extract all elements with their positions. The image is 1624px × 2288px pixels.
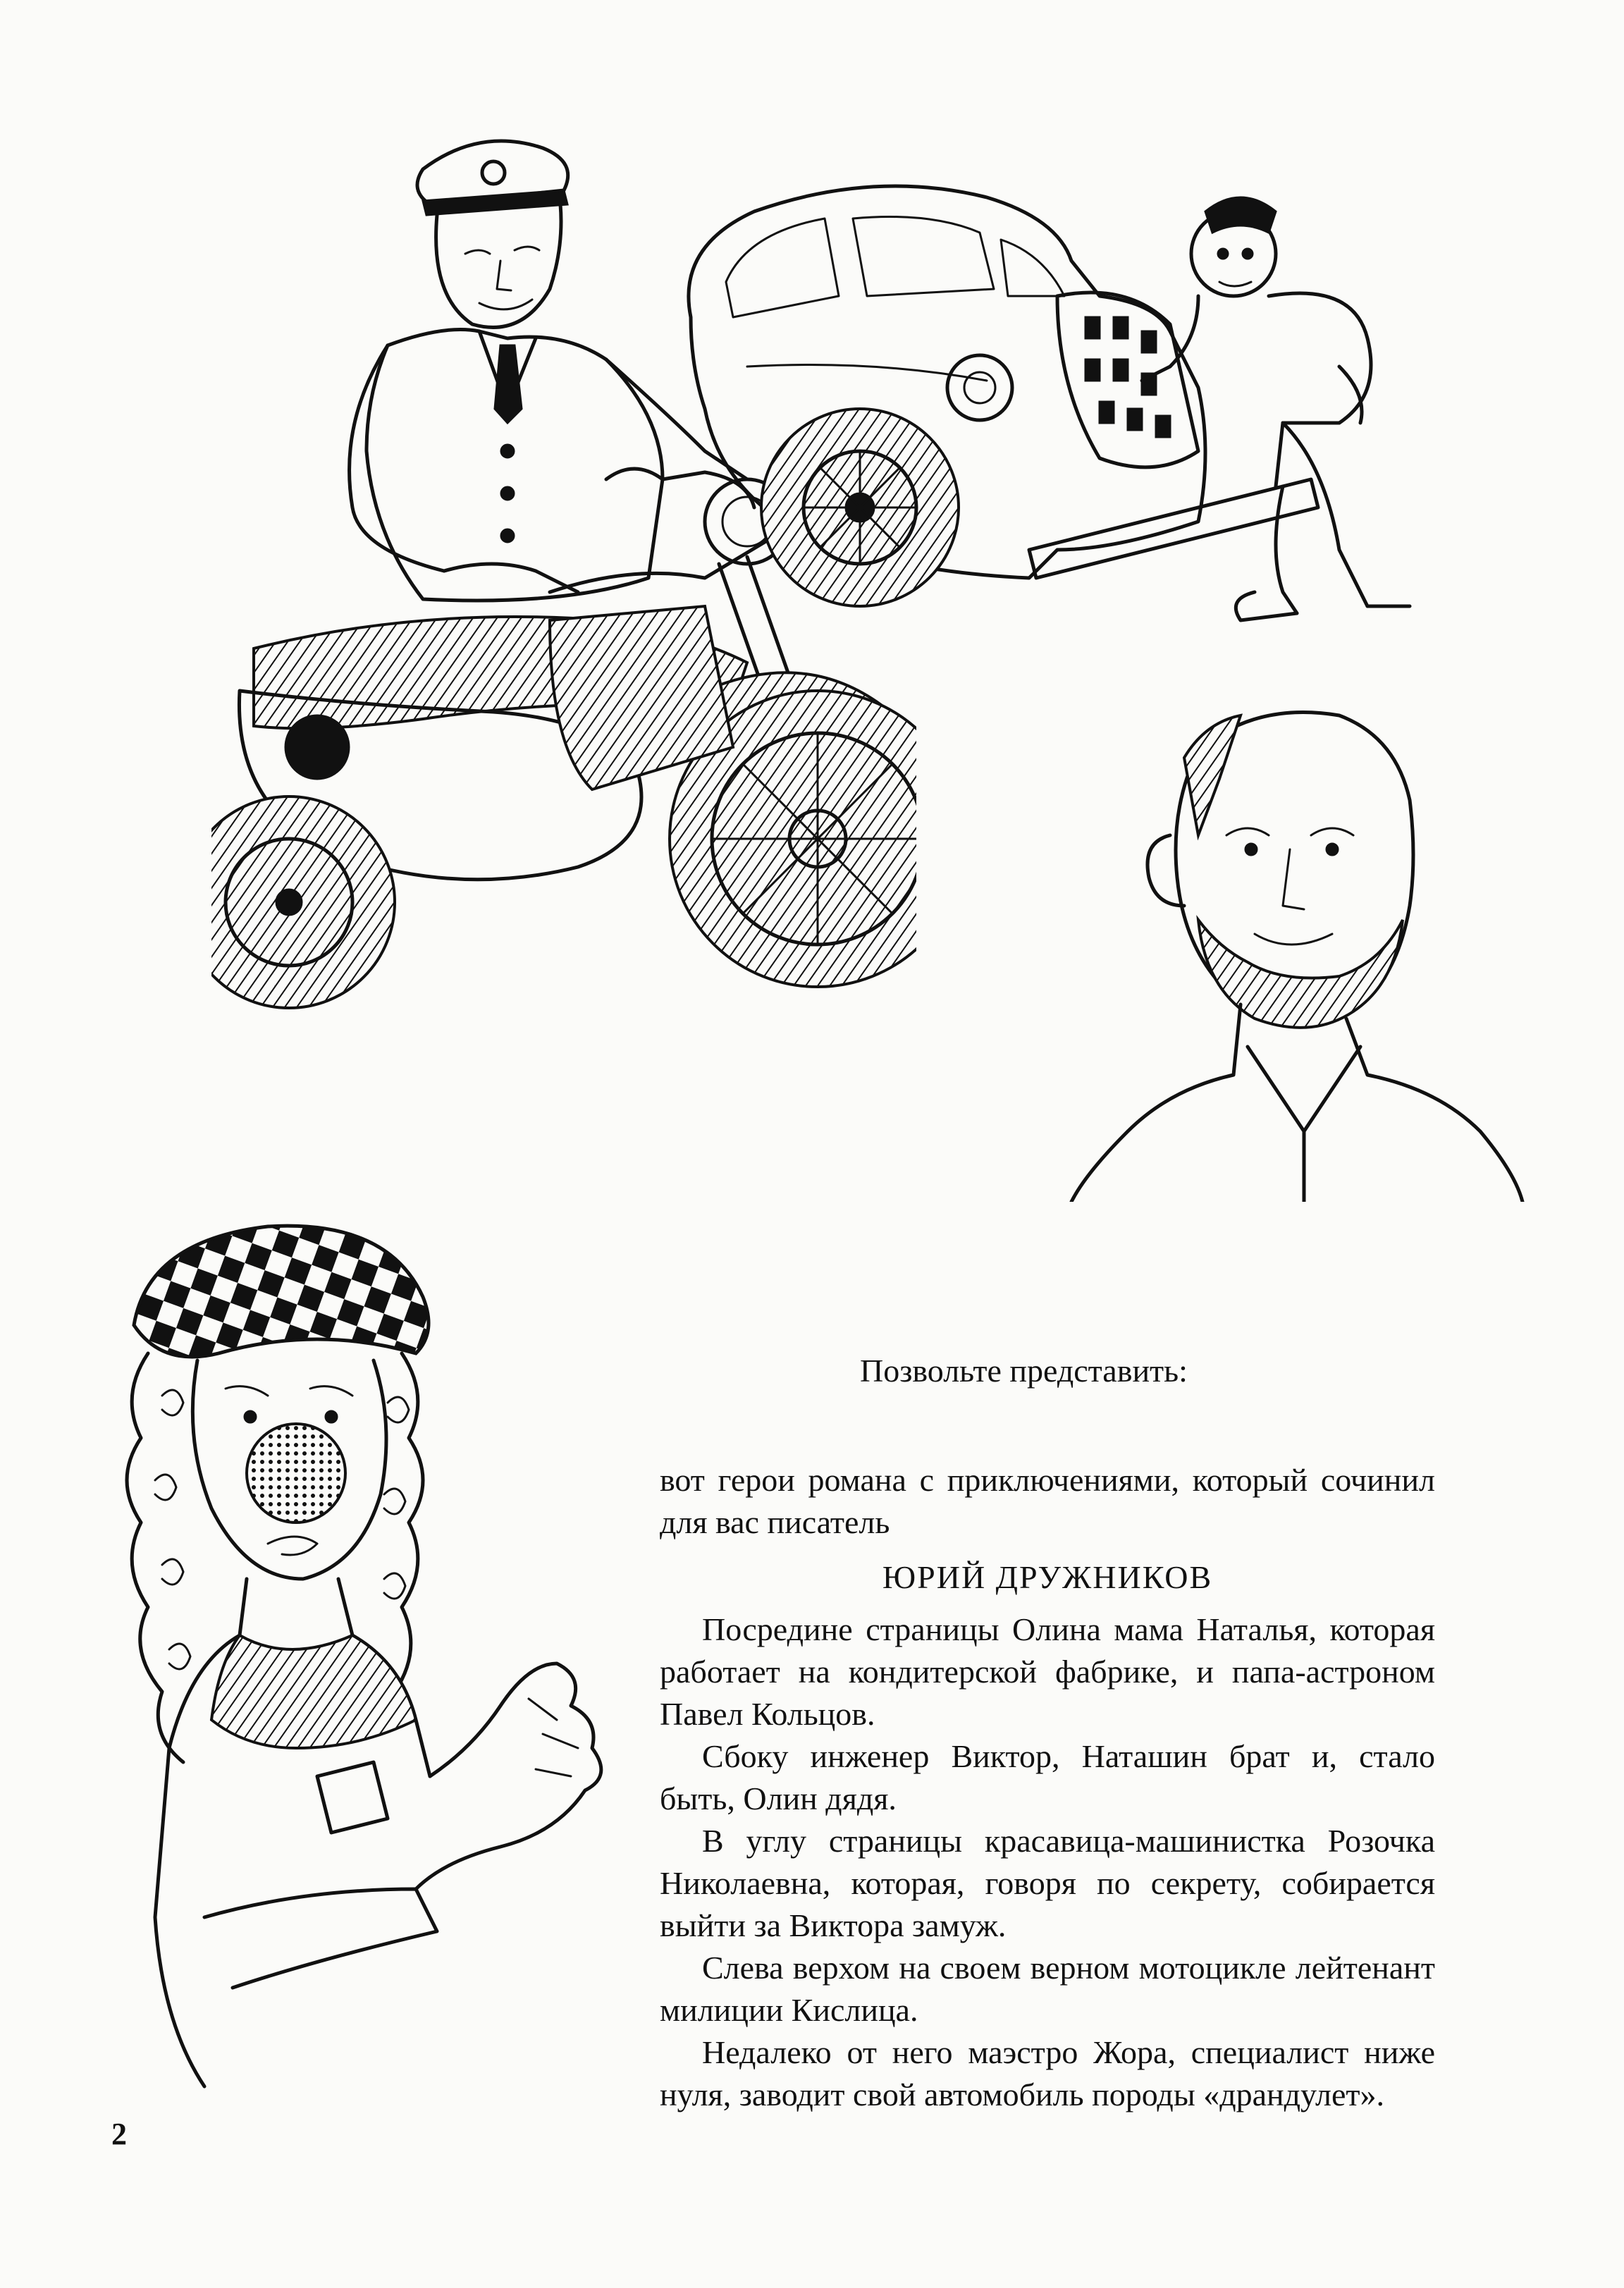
woman-in-checkered-cap-illustration bbox=[106, 1212, 641, 2093]
author-name: ЮРИЙ ДРУЖНИКОВ bbox=[882, 1559, 1213, 1595]
paragraph-zhora: Недалеко от него маэстро Жора, специалист ниже нуля, заводит свой автомобиль породы «драндулет». bbox=[660, 2034, 1435, 2112]
page-number: 2 bbox=[111, 2117, 127, 2151]
mechanic-with-car-illustration bbox=[663, 155, 1424, 663]
paragraph-rozochka: В углу страницы красавица-машинистка Розочка Николаевна, которая, говоря по секрету, собирается выйти за Виктора замуж. bbox=[660, 1823, 1435, 1943]
paragraph-parents: Посредине страницы Олина мама Наталья, которая работает на кондитерской фабрике, и папа-астроном Павел Кольцов. bbox=[660, 1611, 1435, 1732]
text-column bbox=[660, 1459, 1435, 2116]
intro-heading: Позвольте представить: bbox=[860, 1353, 1188, 1389]
lead-paragraph: вот герои романа с приключениями, который сочинил для вас писатель bbox=[660, 1462, 1435, 1540]
paragraph-viktor: Сбоку инженер Виктор, Наташин брат и, стало быть, Олин дядя. bbox=[660, 1738, 1435, 1816]
bearded-man-portrait-illustration bbox=[1043, 694, 1537, 1202]
paragraph-kislitsa: Слева верхом на своем верном мотоцикле лейтенант милиции Кислица. bbox=[660, 1950, 1435, 2028]
